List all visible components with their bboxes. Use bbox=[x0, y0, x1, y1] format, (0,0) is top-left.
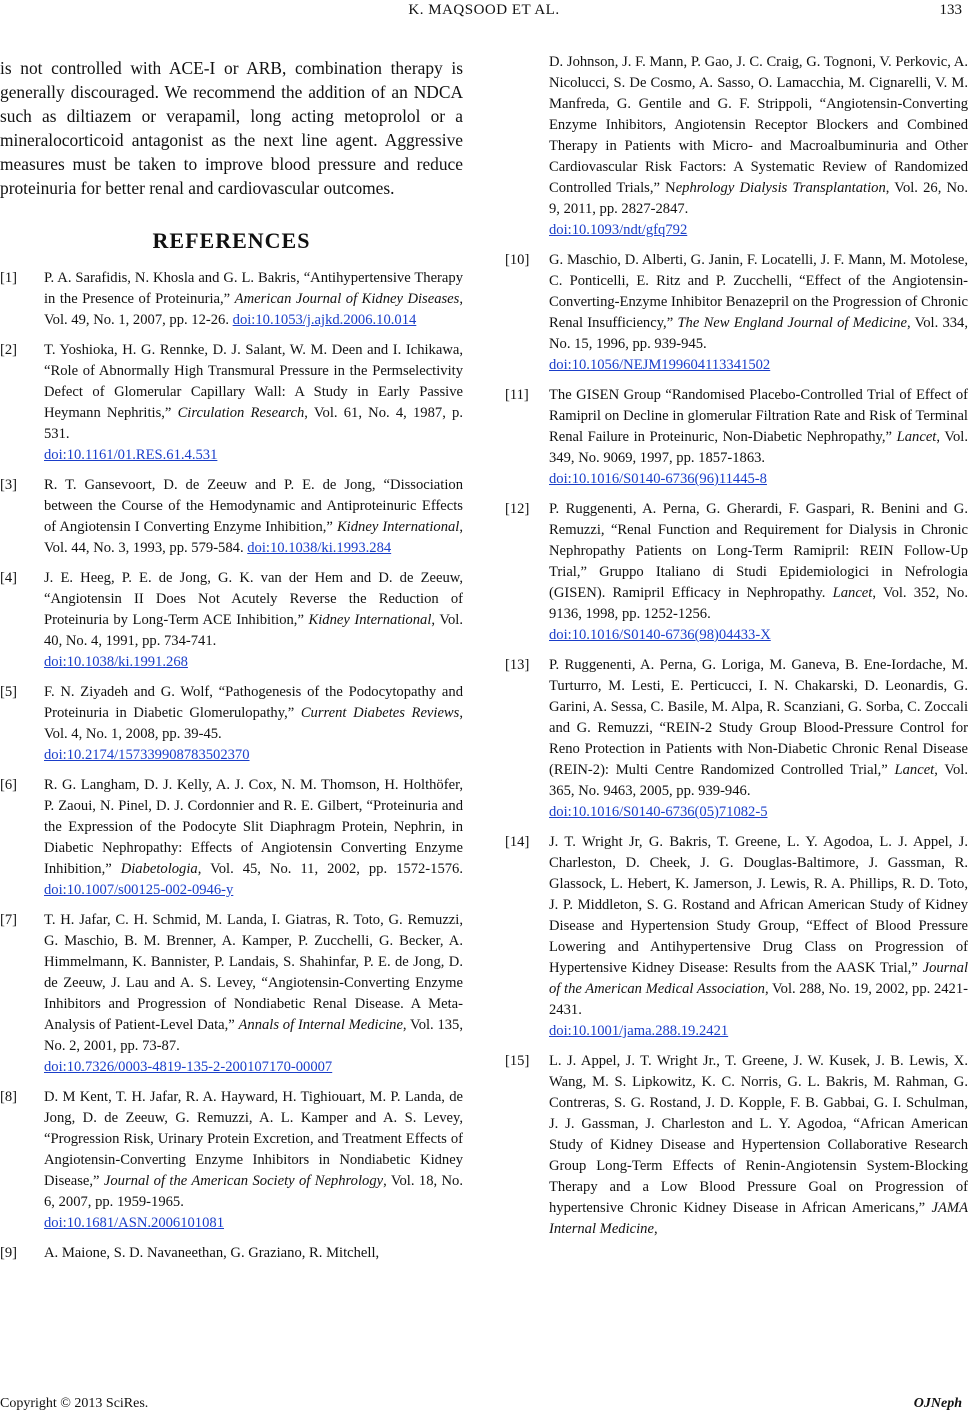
reference-body bbox=[44, 1243, 463, 1264]
journal-abbrev: OJNeph bbox=[913, 1396, 962, 1411]
reference-journal: ephrology Dialysis Transplantation bbox=[675, 180, 886, 196]
reference-text: T. H. Jafar, C. H. Schmid, M. Landa, I. Giatras, R. Toto, G. Remuzzi, G. Maschio, B. M. Brenner, A. Kamper, P. Zucchelli, G. Becker, A. Himmelmann, K. Bannister, P. Landais, S. Shahinfar, P. E. de Jong, D. de Zeeuw, J. Lau and A. S. Levey, “Angiotensin-Converting Enzyme Inhibitors and Progression of Nondiabetic Renal Disease. A Meta-Analysis of Patient-Level Data,” bbox=[44, 912, 463, 1033]
reference-details: , Vol. 288, No. 19, 2002, pp. 2421-2431. bbox=[549, 981, 968, 1018]
reference-body bbox=[44, 1087, 463, 1234]
reference-number: [1] bbox=[0, 270, 18, 286]
reference-body bbox=[44, 340, 463, 466]
reference-entry bbox=[0, 1243, 463, 1264]
reference-number: [9] bbox=[0, 1245, 18, 1261]
reference-entry bbox=[0, 775, 463, 901]
left-column bbox=[0, 52, 463, 1273]
reference-body bbox=[549, 655, 968, 823]
reference-journal: Lancet bbox=[896, 429, 937, 445]
reference-entry bbox=[505, 832, 968, 1042]
doi-link[interactable]: doi:10.1161/01.RES.61.4.531 bbox=[44, 447, 218, 463]
reference-text: F. N. Ziyadeh and G. Wolf, “Pathogenesis of the Podocytopathy and Proteinuria in Diabetic Glomerulopathy,” bbox=[44, 684, 463, 721]
reference-journal: Journal of the American Medical Association bbox=[549, 960, 968, 997]
reference-journal: American Journal of Kidney Diseases bbox=[234, 291, 460, 307]
reference-journal: Current Diabetes Reviews bbox=[300, 705, 460, 721]
reference-body bbox=[44, 682, 463, 766]
reference-number: [7] bbox=[0, 912, 18, 928]
reference-number: [4] bbox=[0, 570, 18, 586]
running-header bbox=[0, 2, 968, 24]
reference-number: [8] bbox=[0, 1089, 18, 1105]
reference-details: , Vol. 365, No. 9463, 2005, pp. 939-946. bbox=[549, 762, 968, 799]
reference-details: , Vol. 135, No. 2, 2001, pp. 73-87. bbox=[44, 1017, 463, 1054]
reference-details: , Vol. 334, No. 15, 1996, pp. 939-945. bbox=[549, 315, 968, 352]
reference-details: , Vol. 18, No. 6, 2007, pp. 1959-1965. bbox=[44, 1173, 464, 1210]
reference-text: D. Johnson, J. F. Mann, P. Gao, J. C. Craig, G. Tognoni, V. Perkovic, A. Nicolucci, S. De Cosmo, A. Sasso, O. Lamacchia, M. Cignarelli, V. M. Manfreda, G. Gentile and G. F. Strippoli, “Angiotensin-Converting Enzyme Inhibitors, Angiotensin Receptor Blockers and Combined Therapy in Patients with Micro- and Macroalbuminuria and Other Cardiovascular Risk Factors: A Systematic Review of Randomized Controlled Trials,” N bbox=[549, 54, 968, 196]
doi-link[interactable]: doi:10.7326/0003-4819-135-2-200107170-00007 bbox=[44, 1059, 333, 1075]
reference-text: L. J. Appel, J. T. Wright Jr., T. Greene, J. W. Kusek, J. B. Lewis, X. Wang, M. S. Lipkowitz, K. C. Norris, G. L. Bakris, M. Rahman, G. Contreras, S. G. Rostand, J. D. Kopple, F. B. Gabbai, G. I. Schulman, J. J. Gassman, J. Charleston and L. Y. Agodoa, “African American Study of Kidney Disease and Hypertension Collaborative Research Group Long-Term Effects of Renin-Angiotensin System-Blocking Therapy and a Low Blood Pressure Goal on Progression of hypertensive Chronic Kidney Disease in African Americans,” bbox=[549, 1053, 968, 1216]
reference-number: [13] bbox=[505, 657, 530, 673]
reference-journal: Annals of Internal Medicine bbox=[238, 1017, 403, 1033]
reference-body bbox=[44, 775, 463, 901]
doi-link[interactable]: doi:10.1681/ASN.2006101081 bbox=[44, 1215, 224, 1231]
reference-journal: Journal of the American Society of Nephrology bbox=[103, 1173, 384, 1189]
reference-text: P. Ruggenenti, A. Perna, G. Gherardi, F. Gaspari, R. Benini and G. Remuzzi, “Renal Function and Requirement for Dialysis in Chronic Nephropathy Patients on Long-Term Ramipril: REIN Follow-Up Trial,” Gruppo Italiano di Studi Epidemiologici in Nefrologia (GISEN). Ramipril Efficacy in Nephropathy. bbox=[549, 501, 968, 601]
reference-number: [10] bbox=[505, 252, 530, 268]
reference-entry bbox=[505, 499, 968, 646]
reference-details: , Vol. 352, No. 9136, 1998, pp. 1252-1256. bbox=[549, 585, 968, 622]
reference-entry bbox=[0, 568, 463, 673]
reference-body bbox=[549, 499, 968, 646]
reference-entry bbox=[505, 385, 968, 490]
reference-number: [6] bbox=[0, 777, 18, 793]
reference-text: P. Ruggenenti, A. Perna, G. Loriga, M. Ganeva, B. Ene-Iordache, M. Turturro, M. Lesti, E. Perticucci, I. N. Chakarski, D. Leonardis, G. Garini, A. Sessa, C. Basile, M. Alpa, R. Scanziani, G. Sorba, C. Zoccali and G. Remuzzi, “REIN-2 Study Group Blood-Pressure Control for Reno Protection in Patients with Non-Diabetic Chronic Renal Disease (REIN-2): Multi Centre Randomized Controlled Trial,” bbox=[549, 657, 968, 778]
reference-details: , Vol. 26, No. 9, 2011, pp. 2827-2847. bbox=[549, 180, 968, 217]
reference-body bbox=[549, 832, 968, 1042]
page-number: 133 bbox=[939, 2, 962, 18]
reference-text: D. M Kent, T. H. Jafar, R. A. Hayward, H. Tighiouart, M. P. Landa, de Jong, D. de Zeeuw, G. Remuzzi, A. L. Kamper and A. S. Levey, “Progression Risk, Urinary Protein Excretion, and Treatment Effects of Angiotensin-Converting Enzyme Inhibitors in Nondiabetic Kidney Disease,” bbox=[44, 1089, 463, 1189]
reference-number: [2] bbox=[0, 342, 18, 358]
doi-link[interactable]: doi:10.2174/157339908783502370 bbox=[44, 747, 250, 763]
reference-journal: Lancet bbox=[894, 762, 935, 778]
running-head: K. MAQSOOD ET AL. bbox=[408, 2, 560, 18]
reference-journal: Lancet bbox=[832, 585, 873, 601]
reference-details: , bbox=[653, 1221, 658, 1237]
doi-link[interactable]: doi:10.1038/ki.1993.284 bbox=[247, 540, 392, 556]
reference-number: [15] bbox=[505, 1053, 530, 1069]
references-title: REFERENCES bbox=[152, 228, 311, 253]
reference-journal: The New England Journal of Medicine bbox=[677, 315, 907, 331]
doi-link[interactable]: doi:10.1016/S0140-6736(96)11445-8 bbox=[549, 471, 767, 487]
reference-text: P. A. Sarafidis, N. Khosla and G. L. Bakris, “Antihypertensive Therapy in the Presence of Proteinuria,” bbox=[44, 270, 463, 307]
reference-number: [12] bbox=[505, 501, 530, 517]
reference-details: , Vol. 44, No. 3, 1993, pp. 579-584. bbox=[44, 519, 463, 556]
reference-text: The GISEN Group “Randomised Placebo-Controlled Trial of Effect of Ramipril on Decline in glomerular Filtration Rate and Risk of Terminal Renal Failure in Proteinuric, Non-Diabetic Nephropathy,” bbox=[549, 387, 968, 445]
reference-details: , Vol. 40, No. 4, 1991, pp. 734-741. bbox=[44, 612, 463, 649]
reference-body bbox=[549, 385, 968, 490]
doi-link[interactable]: doi:10.1007/s00125-002-0946-y bbox=[44, 882, 234, 898]
reference-details: , Vol. 349, No. 9069, 1997, pp. 1857-1863. bbox=[549, 429, 968, 466]
doi-link[interactable]: doi:10.1038/ki.1991.268 bbox=[44, 654, 188, 670]
right-column bbox=[505, 52, 968, 1249]
reference-text: J. E. Heeg, P. E. de Jong, G. K. van der Hem and D. de Zeeuw, “Angiotensin II Does Not Acutely Reverse the Reduction of Proteinuria by Long-Term ACE Inhibition,” bbox=[44, 570, 463, 628]
reference-body bbox=[44, 568, 463, 673]
reference-body bbox=[44, 910, 463, 1078]
reference-number: [14] bbox=[505, 834, 530, 850]
reference-number: [3] bbox=[0, 477, 18, 493]
reference-entry bbox=[0, 910, 463, 1078]
reference-entry bbox=[505, 250, 968, 376]
reference-journal: Kidney International bbox=[336, 519, 460, 535]
references-list-right bbox=[505, 52, 968, 1240]
reference-journal: Diabetologia bbox=[120, 861, 198, 877]
reference-details: , Vol. 49, No. 1, 2007, pp. 12-26. bbox=[44, 291, 463, 328]
doi-link[interactable]: doi:10.1056/NEJM199604113341502 bbox=[549, 357, 771, 373]
doi-link[interactable]: doi:10.1053/j.ajkd.2006.10.014 bbox=[232, 312, 417, 328]
doi-link[interactable]: doi:10.1093/ndt/gfq792 bbox=[549, 222, 688, 238]
reference-journal: Circulation Research bbox=[177, 405, 305, 421]
reference-body bbox=[44, 475, 463, 559]
reference-body bbox=[549, 250, 968, 376]
reference-text: J. T. Wright Jr, G. Bakris, T. Greene, L. Y. Agodoa, L. J. Appel, J. Charleston, D. Cheek, J. G. Douglas-Baltimore, J. Gassman, R. Glassock, L. Hebert, K. Jamerson, J. Lewis, R. A. Phillips, R. D. Toto, J. P. Middleton, S. G. Rostand and African American Study of Kidney Disease and Hypertension Study Group, “Effect of Blood Pressure Lowering and Antihypertensive Drug Class on Progression of Hypertensive Kidney Disease: Results from the AASK Trial,” bbox=[549, 834, 968, 976]
doi-link[interactable]: doi:10.1001/jama.288.19.2421 bbox=[549, 1023, 729, 1039]
reference-entry bbox=[505, 52, 968, 241]
reference-text: A. Maione, S. D. Navaneethan, G. Graziano, R. Mitchell, bbox=[44, 1245, 380, 1261]
reference-entry bbox=[0, 268, 463, 331]
reference-entry bbox=[505, 1051, 968, 1240]
reference-details: , Vol. 61, No. 4, 1987, p. 531. bbox=[44, 405, 463, 442]
reference-body bbox=[44, 268, 463, 331]
references-list-left bbox=[0, 268, 463, 1264]
reference-number bbox=[505, 52, 549, 241]
reference-number: [11] bbox=[505, 387, 529, 403]
reference-text: G. Maschio, D. Alberti, G. Janin, F. Locatelli, J. F. Mann, M. Motolese, C. Ponticelli, E. Ritz and P. Zucchelli, “Effect of the Angiotensin-Converting-Enzyme Inhibitor Benazepril on the Progression of Chronic Renal Insufficiency,” bbox=[549, 252, 968, 331]
doi-link[interactable]: doi:10.1016/S0140-6736(98)04433-X bbox=[549, 627, 771, 643]
body-paragraph: is not controlled with ACE-I or ARB, combination therapy is generally discouraged. We recommend the addition of an NDCA such as diltiazem or verapamil, long acting metoprolol or a mineralocorticoid antagonist as the next line agent. Aggressive measures must be taken to improve blood pressure and reduce proteinuria for better renal and cardiovascular outcomes. bbox=[0, 58, 463, 198]
doi-link[interactable]: doi:10.1016/S0140-6736(05)71082-5 bbox=[549, 804, 768, 820]
reference-text: R. T. Gansevoort, D. de Zeeuw and P. E. de Jong, “Dissociation between the Course of the Hemodynamic and Antiproteinuric Effects of Angiotensin I Converting Enzyme Inhibition,” bbox=[44, 477, 463, 535]
reference-text: T. Yoshioka, H. G. Rennke, D. J. Salant, W. M. Deen and I. Ichikawa, “Role of Abnormally High Transmural Pressure in the Permselectivity Defect of Glomerular Capillary Wall: A Study in Early Passive Heymann Nephritis,” bbox=[44, 342, 463, 421]
reference-text: R. G. Langham, D. J. Kelly, A. J. Cox, N. M. Thomson, H. Holthöfer, P. Zaoui, N. Pinel, D. J. Cordonnier and R. E. Gilbert, “Proteinuria and the Expression of the Podocyte Slit Diaphragm Protein, Nephrin, in Diabetic Nephropathy: Effects of Angiotensin Converting Enzyme Inhibition,” bbox=[44, 777, 463, 877]
reference-number: [5] bbox=[0, 684, 18, 700]
reference-entry bbox=[0, 682, 463, 766]
reference-entry bbox=[0, 1087, 463, 1234]
copyright-notice: Copyright © 2013 SciRes. bbox=[0, 1396, 149, 1411]
reference-body bbox=[549, 52, 968, 241]
reference-details: , Vol. 4, No. 1, 2008, pp. 39-45. bbox=[44, 705, 464, 742]
reference-entry bbox=[0, 340, 463, 466]
reference-entry bbox=[0, 475, 463, 559]
reference-journal: Kidney International bbox=[308, 612, 432, 628]
reference-details: , Vol. 45, No. 11, 2002, pp. 1572-1576. bbox=[197, 861, 463, 877]
reference-entry bbox=[505, 655, 968, 823]
reference-body bbox=[549, 1051, 968, 1240]
reference-journal: JAMA Internal Medicine bbox=[549, 1200, 968, 1237]
